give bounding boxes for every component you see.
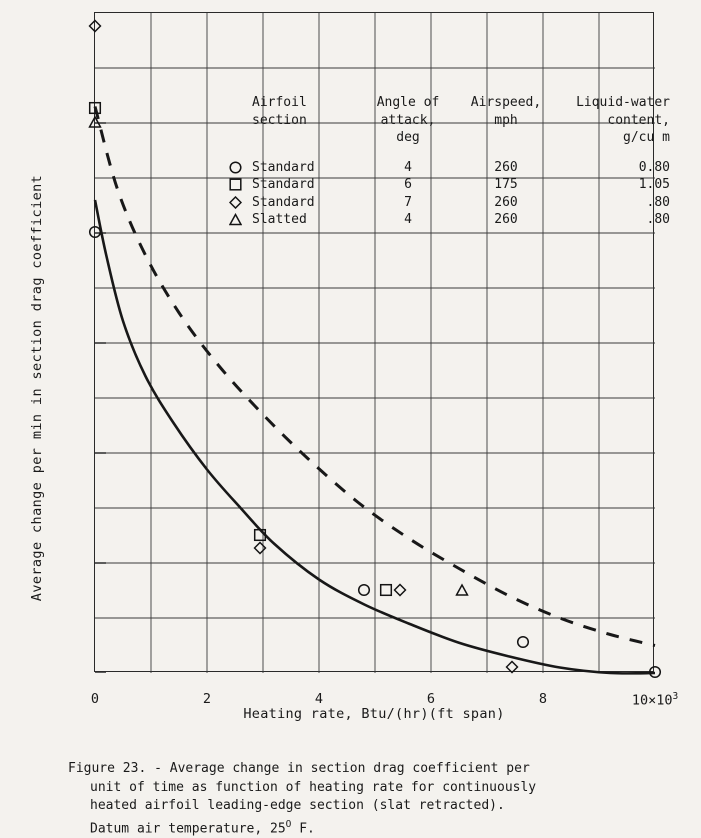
legend-section: Standard bbox=[252, 159, 362, 177]
legend-header-row-3 bbox=[218, 129, 670, 147]
legend-spacer bbox=[218, 147, 670, 159]
legend-lwc-header-l2: content, bbox=[558, 112, 670, 130]
legend-liquid-water-content: 0.80 bbox=[558, 159, 670, 177]
x-tick-label: 6 bbox=[427, 691, 435, 707]
legend-airspeed-header-l1: Airspeed, bbox=[454, 94, 558, 112]
legend-square-icon bbox=[218, 176, 252, 194]
x-tick-label: $10\times 10^3$ bbox=[632, 691, 678, 709]
x-tick-label: 4 bbox=[315, 691, 323, 707]
data-point-circle bbox=[89, 224, 102, 243]
legend-aoa-header-l2: attack, bbox=[362, 112, 454, 130]
caption-line-1: Figure 23. - Average change in section drag coefficient per bbox=[68, 760, 648, 779]
legend-angle-of-attack: 7 bbox=[362, 194, 454, 212]
legend-row bbox=[218, 211, 670, 229]
legend-row bbox=[218, 159, 670, 177]
data-point-circle bbox=[517, 633, 530, 652]
legend-aoa-header-l3: deg bbox=[362, 129, 454, 147]
legend-angle-of-attack: 4 bbox=[362, 159, 454, 177]
legend-airspeed-header-l2: mph bbox=[454, 112, 558, 130]
data-point-diamond bbox=[394, 581, 407, 600]
legend-circle-icon bbox=[218, 159, 252, 177]
legend-diamond-icon bbox=[218, 194, 252, 212]
x-tick-label: 2 bbox=[203, 691, 211, 707]
caption-line-4-text: Datum air temperature, 25 bbox=[90, 821, 286, 836]
legend-section-header-l2: section bbox=[252, 112, 362, 130]
legend-row bbox=[218, 194, 670, 212]
legend-lwc-header-l1: Liquid-water bbox=[558, 94, 670, 112]
legend-section: Standard bbox=[252, 176, 362, 194]
x-axis-title: Heating rate, Btu/(hr)(ft span) bbox=[94, 706, 654, 722]
caption-line-4 bbox=[68, 816, 648, 838]
data-point-diamond bbox=[254, 540, 267, 559]
legend-triangle-icon bbox=[218, 211, 252, 229]
legend-table bbox=[218, 94, 670, 159]
legend-angle-of-attack: 6 bbox=[362, 176, 454, 194]
caption-line-3: heated airfoil leading-edge section (slat retracted). bbox=[68, 797, 648, 816]
data-point-square bbox=[380, 581, 393, 600]
data-point-diamond bbox=[506, 658, 519, 677]
legend-airspeed: 175 bbox=[454, 176, 558, 194]
legend-header-row bbox=[218, 94, 670, 112]
legend-liquid-water-content: .80 bbox=[558, 194, 670, 212]
legend-row bbox=[218, 176, 670, 194]
legend-aoa-header-l1: Angle of bbox=[362, 94, 454, 112]
legend-header-row-2 bbox=[218, 112, 670, 130]
legend-section-header-l1: Airfoil bbox=[252, 94, 362, 112]
legend-liquid-water-content: 1.05 bbox=[558, 176, 670, 194]
x-tick-label: 0 bbox=[91, 691, 99, 707]
caption-line-4-unit: F. bbox=[291, 821, 314, 836]
legend-angle-of-attack: 4 bbox=[362, 211, 454, 229]
data-point-circle bbox=[357, 581, 370, 600]
figure-caption bbox=[68, 760, 648, 838]
legend bbox=[218, 94, 670, 229]
data-point-triangle bbox=[89, 114, 102, 133]
legend-airspeed: 260 bbox=[454, 194, 558, 212]
legend-section: Slatted bbox=[252, 211, 362, 229]
legend-section: Standard bbox=[252, 194, 362, 212]
y-axis-title: Average change per min in section drag coefficient bbox=[29, 108, 45, 668]
legend-lwc-header-l3: g/cu m bbox=[558, 129, 670, 147]
degree-symbol: O bbox=[286, 819, 292, 830]
legend-symbol-header bbox=[218, 94, 252, 112]
legend-liquid-water-content: .80 bbox=[558, 211, 670, 229]
legend-airspeed: 260 bbox=[454, 159, 558, 177]
data-point-diamond bbox=[89, 17, 102, 36]
caption-line-2: unit of time as function of heating rate for continuously bbox=[68, 779, 648, 798]
legend-airspeed: 260 bbox=[454, 211, 558, 229]
legend-entries bbox=[218, 159, 670, 229]
data-point-triangle bbox=[455, 581, 468, 600]
data-point-circle bbox=[649, 664, 662, 683]
x-tick-label: 8 bbox=[539, 691, 547, 707]
